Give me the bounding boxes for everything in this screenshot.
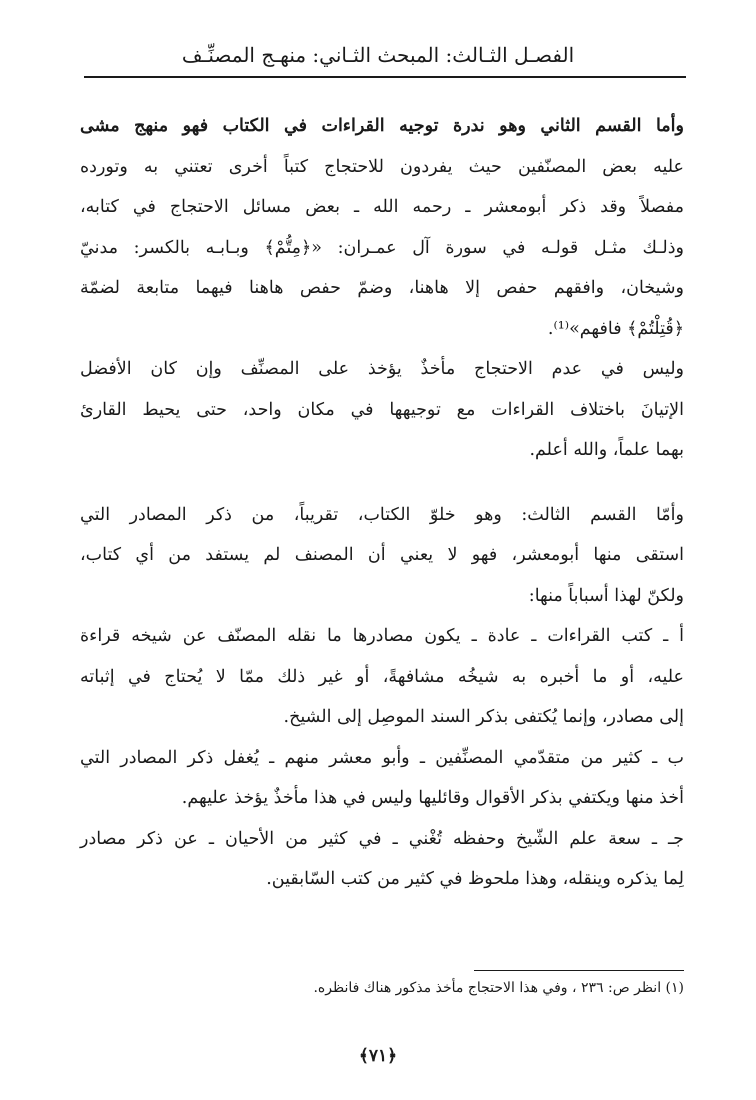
text-line: عليه بعض المصنّفين حيث يفردون للاحتجاج كتباً أخرى تعتني به وتورده — [80, 156, 684, 177]
text-line: الإتيانَ باختلاف القراءات مع توجيهها في مكان واحد، حتى يحيط القارئ — [80, 399, 684, 420]
list-item-b — [80, 738, 684, 819]
running-header: الفصـل الثـالث: المبحث الثـاني: منهـج المصنِّـف — [181, 43, 575, 67]
paragraph-third-section — [80, 495, 684, 617]
text-line: ب ـ كثير من متقدّمي المصنِّفين ـ وأبو معشر منهم ـ يُغفل ذكر المصادر التي — [80, 747, 684, 768]
text-line: ولكنّ لهذا أسباباً منها: — [528, 585, 684, 606]
text-line: وليس في عدم الاحتجاج مأخذٌ يؤخذ على المصنِّف وإن كان الأفضل — [80, 359, 684, 379]
footnote: (١) انظر ص: ٢٣٦ ، وفي هذا الاحتجاج مأخذ مذكور هناك فانظره. — [313, 980, 684, 996]
list-item-a — [80, 616, 684, 738]
text-line: أ ـ كتب القراءات ـ عادة ـ يكون مصادرها ما نقله المصنّف عن شيخه قراءة — [80, 626, 684, 646]
text-line: لِما يذكره وينقله، وهذا ملحوظ في كثير من كتب السّابقين. — [266, 869, 684, 889]
text-line: إلى مصادر، وإنما يُكتفى بذكر السند الموصِل إلى الشيخ. — [283, 707, 684, 727]
paragraph-second-section — [80, 106, 684, 349]
footnote-rule — [474, 970, 684, 971]
paragraph-no-criticism — [80, 349, 684, 471]
text-line: بهما علماً، والله أعلم. — [529, 440, 684, 460]
paragraph-gap — [80, 471, 684, 495]
text-line: جـ ـ سعة علم الشّيخ وحفظه تُغْني ـ في كثير من الأحيان ـ عن ذكر مصادر — [80, 828, 684, 849]
text-line: وأمّا القسم الثالث: وهو خلوّ الكتاب، تقريباً، من ذكر المصادر التي — [80, 504, 684, 525]
header-rule — [84, 76, 686, 78]
text-line: عليه، أو ما أخبره به شيخُه مشافهةً، أو غير ذلك ممّا لا يُحتاج في إثباته — [80, 666, 684, 687]
text-line: استقى منها أبومعشر، فهو لا يعني أن المصنف لم يستفد من أي كتاب، — [80, 545, 684, 565]
text-line: ﴿قُتِلْتُمْ﴾ فافهم»⁽¹⁾. — [547, 318, 684, 339]
text-line: مفصلاً وقد ذكر أبومعشر ـ رحمه الله ـ بعض مسائل الاحتجاج في كتابه، — [80, 197, 684, 217]
text-line: وأما القسم الثاني وهو ندرة توجيه القراءات في الكتاب فهو منهج مشى — [80, 116, 684, 136]
main-text — [80, 106, 684, 900]
text-line: أخذ منها ويكتفي بذكر الأقوال وقائليها وليس في هذا مأخذٌ يؤخذ عليهم. — [181, 788, 684, 808]
list-item-c — [80, 819, 684, 900]
page-number: ﴿٧١﴾ — [358, 1046, 398, 1066]
text-line: وشيخان، وافقهم حفص إلا هاهنا، وضمّ حفص هاهنا فيهما متابعة لضمّة — [80, 278, 684, 298]
text-line: وذلـك مثـل قولـه في سورة آل عمـران: «﴿مِتُّمْ﴾ وبـابـه بالكسر: مدنيّ — [80, 237, 684, 258]
